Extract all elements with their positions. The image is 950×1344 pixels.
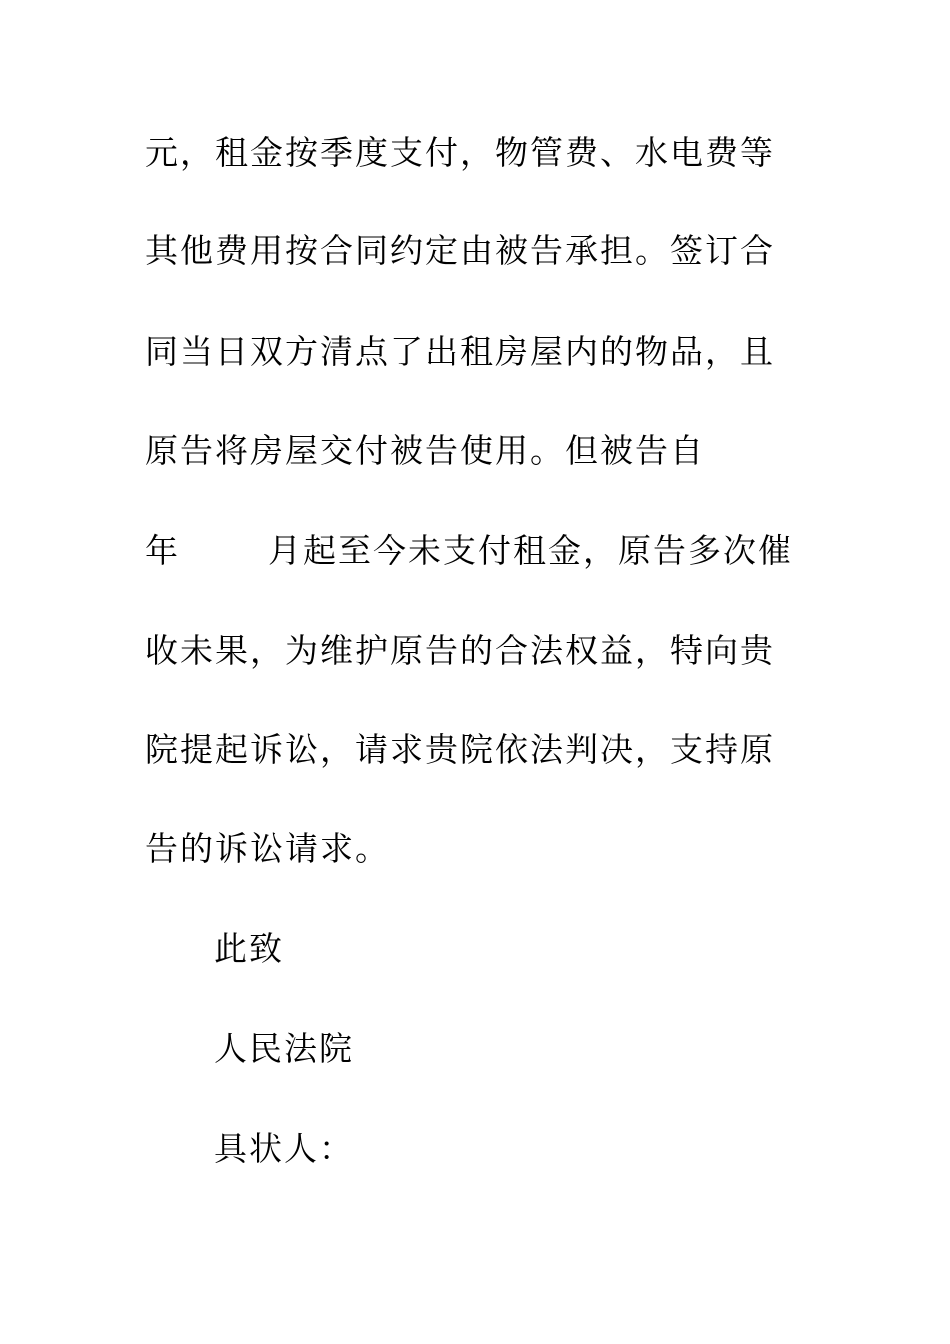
- body-line-8: 告的诉讼请求。: [145, 829, 390, 868]
- court-name: 人民法院: [214, 1029, 354, 1068]
- body-line-3: 同当日双方清点了出租房屋内的物品，且: [145, 332, 775, 371]
- year-label: 年: [145, 531, 180, 570]
- month-text: 月起至今未支付租金，原告多次催: [268, 531, 793, 570]
- salutation: 此致: [214, 929, 284, 968]
- body-line-2: 其他费用按合同约定由被告承担。签订合: [145, 231, 775, 270]
- signer-label: 具状人：: [214, 1129, 354, 1168]
- body-line-7: 院提起诉讼，请求贵院依法判决，支持原: [145, 730, 775, 769]
- body-line-5: [145, 531, 793, 571]
- body-line-4: 原告将房屋交付被告使用。但被告自: [145, 431, 705, 470]
- body-line-1: 元，租金按季度支付，物管费、水电费等: [145, 133, 775, 172]
- body-line-6: 收未果，为维护原告的合法权益，特向贵: [145, 631, 775, 670]
